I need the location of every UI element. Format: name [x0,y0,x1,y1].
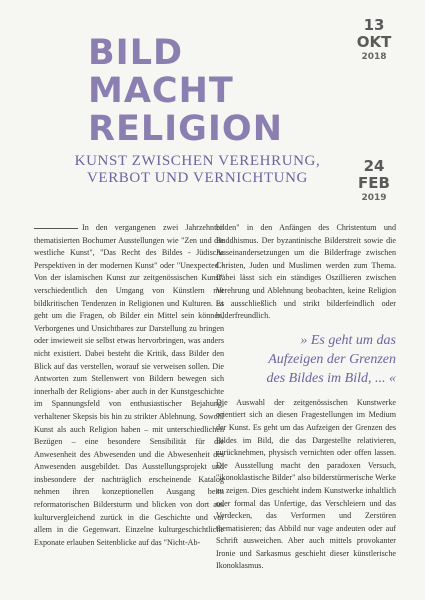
start-day: 13 [363,16,385,34]
pull-quote-line-2: Aufzeigen der Grenzen [268,351,396,367]
lead-rule [34,228,78,229]
start-date [349,17,399,63]
start-month: OKT [356,33,392,51]
end-year: 2019 [361,193,387,203]
body-column-left [34,222,224,549]
body-paragraph-right-top: bilden" in den Anfängen des Christentum und Buddhismus. Der byzantinische Bilderstreit sowie die Auseinandersetzungen um die Bilderfrage zwischen Christen, Juden und Muslimen werden zum Thema. Dabei lässt sich ein ständiges Oszillieren zwischen Verehrung und Ablehnung beobachten, keine Religion ist ausschließlich und strikt bilderfeindlich oder bilderfreundlich. [216,223,396,321]
pull-quote-line-3: des Bildes im Bild, ... « [266,370,396,386]
body-column-right [216,222,396,573]
body-paragraph-right-bottom: Die Auswahl der zeitgenössischen Kunstwerke orientiert sich an diesen Fragestellungen im Medium der Kunst. Es geht um das Aufzeigen der Grenzen des Bildes im Bild, die das Dargestellte relativieren, zurücknehmen, physisch vernichten oder offen lassen. Die Ausstellung macht den paradoxen Versuch, "ikonoklastische Bilder" also bilderstürmerische Werke zu zeigen. Dies geschieht indem Kunstwerke inhaltlich oder formal das Unfertige, das Verschleiern und das Verdecken, das Verformen und Zerstören thematisieren; das Abbild nur vage andeuten oder auf Schrift ausweichen. Aber auch mittels provokanter Ironie und Sarkasmus geschieht dieser künstlerische Ikonoklasmus. [216,397,396,571]
pull-quote-line-1: » Es geht um das [300,332,396,348]
title-line-1: BILD [88,33,184,73]
end-date [349,158,399,204]
subtitle-line-1: KUNST ZWISCHEN VEREHRUNG, [74,153,321,169]
end-month: FEB [358,174,390,192]
pull-quote [216,331,396,388]
end-day: 24 [363,157,385,175]
title-line-2: MACHT [88,71,234,111]
start-year: 2018 [361,52,387,62]
subtitle-line-2: VERBOT UND VERNICHTUNG [87,170,308,186]
exhibition-title [88,34,283,148]
title-line-3: RELIGION [88,109,283,149]
body-left-text: In den vergangenen zwei Jahrzehnten thematisierten Bochumer Ausstellungen wie "Zen und die westliche Kunst", "Das Recht des Bildes - Jüdische Perspektiven in der modernen Kunst" oder "Unexpected - Von der islamischen Kunst zur zeitgenössischen Kunst" verschiedentlich den Umgang von Künstlern mit bildkritischen Tendenzen in Religionen und Kulturen. Es geht um die Fragen, ob Bilder ein Mittel sein können, Verborgenes und Unsichtbares zur Darstellung zu bringen oder inwieweit sie selbst etwas hervorbringen, was anders nicht existiert. Dabei besteht die Kritik, dass Bilder den Blick auf das verstellen, worauf sie verweisen sollen. Die Antworten zum Stellenwert von Bildern bewegen sich innerhalb der Religions- aber auch in der Kunstgeschichte im Spannungsfeld von enthusiastischer Bejahung, verhaltener Skepsis bis hin zu strikter Ablehnung. Sowohl Kunst als auch Religion haben – mit unterschiedlichen Bezügen – eine besondere Sensibilität für die Anwesenheit des Abwesenden und die Abwesenheit des Anwesenden ausgebildet. Das Ausstellungsprojekt und insbesondere der nachträglich erscheinende Katalog nehmen ihren konzeptionellen Ausgang beim reformatorischen Bildersturm und blicken von dort aus kulturvergleichend zurück in die Geschichte und vor allem in die Gegenwart. Einzelne kulturgeschichtliche Exponate erlauben Seitenblicke auf das "Nicht-Ab- [34,223,224,547]
body-paragraph-left [34,222,224,549]
exhibition-subtitle [60,153,335,187]
